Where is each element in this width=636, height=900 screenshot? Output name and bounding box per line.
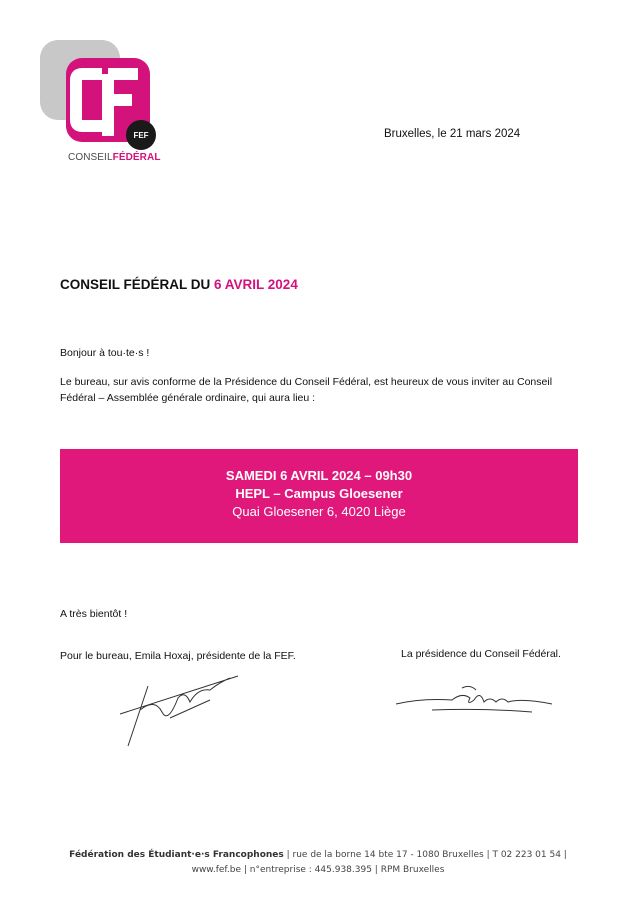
closing: A très bientôt ! [60,608,128,620]
fef-badge-text: FEF [133,131,149,140]
footer-org: Fédération des Étudiant·e·s Francophones [69,850,284,860]
signature-left-stroke [120,676,238,746]
conseil-federal-logo [38,38,168,168]
document-title [60,277,298,292]
event-venue: HEPL – Campus Gloesener [235,486,403,501]
logo-wordmark [68,152,161,163]
greeting: Bonjour à tou·te·s ! [60,347,150,359]
logo-word-federal: FÉDÉRAL [112,152,161,163]
signature-right-stroke [396,686,552,712]
event-box [60,449,578,543]
event-date-time: SAMEDI 6 AVRIL 2024 – 09h30 [225,468,413,483]
title-date: 6 AVRIL 2024 [214,277,298,292]
signature-right [392,680,572,720]
event-address: Quai Gloesener 6, 4020 Liège [232,504,406,519]
signatory-right: La présidence du Conseil Fédéral. [401,648,561,660]
signature-left [110,668,245,753]
title-prefix: CONSEIL FÉDÉRAL DU [60,277,215,292]
footer-address: | rue de la borne 14 bte 17 - 1080 Bruxelles | T 02 223 01 54 | [283,850,567,860]
footer-line-2: www.fef.be | n°entreprise : 445.938.395 | RPM Bruxelles [191,865,445,875]
logo-word-conseil: CONSEIL [68,152,113,163]
intro-paragraph: Le bureau, sur avis conforme de la Présidence du Conseil Fédéral, est heureux de vous inviter au Conseil Fédéral – Assemblée générale ordinaire, qui aura lieu : [60,376,553,404]
signatory-left: Pour le bureau, Emila Hoxaj, présidente de la FEF. [60,650,296,662]
footer-line-1 [0,848,636,863]
date-line: Bruxelles, le 21 mars 2024 [384,128,521,140]
footer [0,848,636,878]
